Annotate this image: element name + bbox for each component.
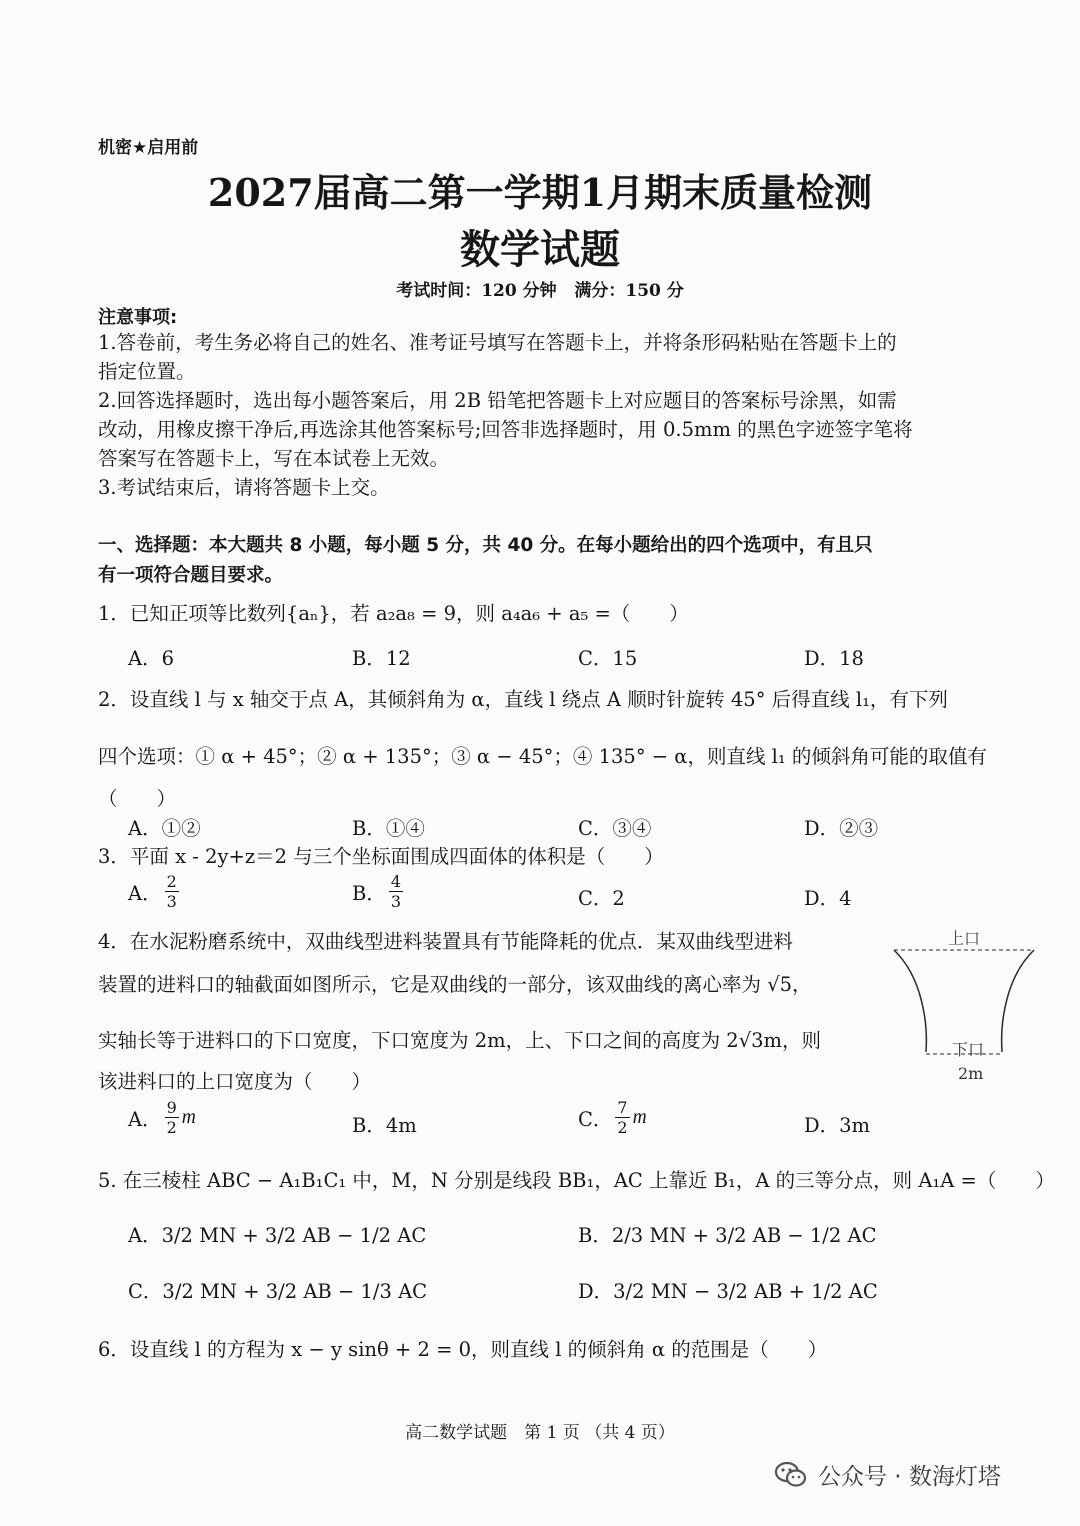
q2-option-d: D．②③ — [804, 817, 879, 840]
q1-option-c: C．15 — [578, 647, 638, 670]
q3-a-denominator: 3 — [166, 892, 177, 911]
q5-option-c: C．3/2 MN + 3/2 AB − 1/3 AC — [128, 1280, 428, 1303]
subject-title: 数学试题 — [460, 226, 620, 273]
exam-title: 2027届高二第一学期1月期末质量检测 — [207, 170, 873, 215]
question-6: 6．设直线 l 的方程为 x − y sinθ + 2 = 0，则直线 l 的倾斜角 α 的范围是（ ） — [98, 1338, 828, 1361]
q3-option-b-fraction — [389, 872, 403, 911]
q4-option-a-fraction — [165, 1098, 179, 1137]
q1-option-b: B．12 — [352, 647, 411, 670]
q2-option-c: C．③④ — [578, 817, 652, 840]
q4-option-c-label: C． — [578, 1107, 613, 1131]
q3-option-b — [352, 872, 406, 911]
notice-heading: 注意事项: — [98, 307, 178, 328]
q2-option-a: A．①② — [128, 817, 201, 840]
notice-item-1-line-2: 指定位置。 — [98, 360, 196, 383]
q2-option-b: B．①④ — [352, 817, 425, 840]
question-2-line-3: （ ） — [98, 787, 177, 810]
q5-option-b: B．2/3 MN + 3/2 AB − 1/2 AC — [578, 1224, 877, 1247]
watermark — [774, 1458, 1001, 1491]
figure-bottom-label: 下口 — [952, 1040, 985, 1059]
q4-option-d: D．3m — [804, 1114, 871, 1137]
q4-option-c — [578, 1098, 647, 1137]
exam-info: 考试时间：120 分钟 满分：150 分 — [396, 281, 684, 301]
question-4-line-1: 4．在水泥粉磨系统中，双曲线型进料装置具有节能降耗的优点．某双曲线型进料 — [98, 930, 793, 953]
question-1: 1．已知正项等比数列{aₙ}，若 a₂a₈ = 9，则 a₄a₆ + a₅ =（ ） — [98, 602, 689, 625]
q4-option-c-fraction — [615, 1098, 629, 1137]
question-4-line-3: 实轴长等于进料口的下口宽度，下口宽度为 2m，上、下口之间的高度为 2√3m，则 — [98, 1029, 822, 1052]
q3-option-c: C．2 — [578, 887, 625, 910]
q3-b-numerator: 4 — [390, 872, 402, 891]
section1-line-2: 有一项符合题目要求。 — [98, 565, 284, 586]
question-2-line-1: 2．设直线 l 与 x 轴交于点 A，其倾斜角为 α，直线 l 绕点 A 顺时针旋转 45° 后得直线 l₁，有下列 — [98, 688, 948, 711]
q3-option-d: D．4 — [804, 887, 852, 910]
q3-option-b-label: B． — [352, 881, 386, 905]
figure-width-label: 2m — [958, 1064, 984, 1083]
watermark-text: 公众号 · 数海灯塔 — [818, 1464, 1001, 1490]
section1-line-1: 一、选择题：本大题共 8 小题，每小题 5 分，共 40 分。在每小题给出的四个选项中，有且只 — [98, 535, 873, 556]
q1-option-d: D．18 — [804, 647, 864, 670]
q1-option-a: A．6 — [128, 647, 174, 670]
q5-option-a: A．3/2 MN + 3/2 AB − 1/2 AC — [128, 1224, 427, 1247]
notice-item-3: 3.考试结束后，请将答题卡上交。 — [98, 476, 390, 499]
q4-option-b: B．4m — [352, 1114, 417, 1137]
q3-b-denominator: 3 — [390, 892, 402, 911]
wechat-icon — [774, 1460, 808, 1490]
notice-item-2-line-2: 改动，用橡皮擦干净后,再选涂其他答案标号;回答非选择题时，用 0.5mm 的黑色字迹签字笔将 — [98, 418, 913, 441]
question-4-line-4: 该进料口的上口宽度为（ ） — [98, 1070, 372, 1093]
question-2-line-2: 四个选项：① α + 45°；② α + 135°；③ α − 45°；④ 135° − α，则直线 l₁ 的倾斜角可能的取值有 — [98, 745, 987, 768]
question-3: 3．平面 x - 2y+z＝2 与三个坐标面围成四面体的体积是（ ） — [98, 845, 664, 868]
q3-option-a-label: A． — [128, 881, 162, 905]
q4-a-denominator: 2 — [166, 1118, 177, 1137]
q4-a-numerator: 9 — [166, 1098, 177, 1117]
page-footer: 高二数学试题 第 1 页 （共 4 页） — [405, 1423, 675, 1443]
q5-option-d: D．3/2 MN − 3/2 AB + 1/2 AC — [578, 1280, 878, 1303]
q3-option-a — [128, 872, 182, 911]
q4-c-numerator: 7 — [617, 1098, 628, 1117]
q4-c-denominator: 2 — [617, 1118, 628, 1137]
q3-a-numerator: 2 — [166, 872, 177, 891]
q4-option-a-label: A． — [128, 1107, 162, 1131]
funnel-right-curve — [1002, 950, 1034, 1052]
notice-item-2-line-3: 答案写在答题卡上，写在本试卷上无效。 — [98, 447, 450, 470]
funnel-left-curve — [894, 950, 926, 1052]
question-5: 5. 在三棱柱 ABC − A₁B₁C₁ 中，M，N 分别是线段 BB₁，AC 上靠近 B₁，A 的三等分点，则 A₁A =（ ） — [98, 1169, 1055, 1192]
q4-option-c-unit: m — [632, 1106, 647, 1128]
confidential-mark: 机密★启用前 — [98, 138, 199, 158]
question-4-line-2: 装置的进料口的轴截面如图所示，它是双曲线的一部分，该双曲线的离心率为 √5， — [98, 973, 812, 996]
figure-top-label: 上口 — [948, 929, 981, 948]
q4-option-a-unit: m — [181, 1106, 196, 1128]
notice-item-1-line-1: 1.答卷前，考生务必将自己的姓名、准考证号填写在答题卡上，并将条形码粘贴在答题卡上的 — [98, 331, 897, 354]
q4-option-a — [128, 1098, 196, 1137]
q3-option-a-fraction — [165, 872, 179, 911]
notice-item-2-line-1: 2.回答选择题时，选出每小题答案后，用 2B 铅笔把答题卡上对应题目的答案标号涂黑，如需 — [98, 389, 897, 412]
